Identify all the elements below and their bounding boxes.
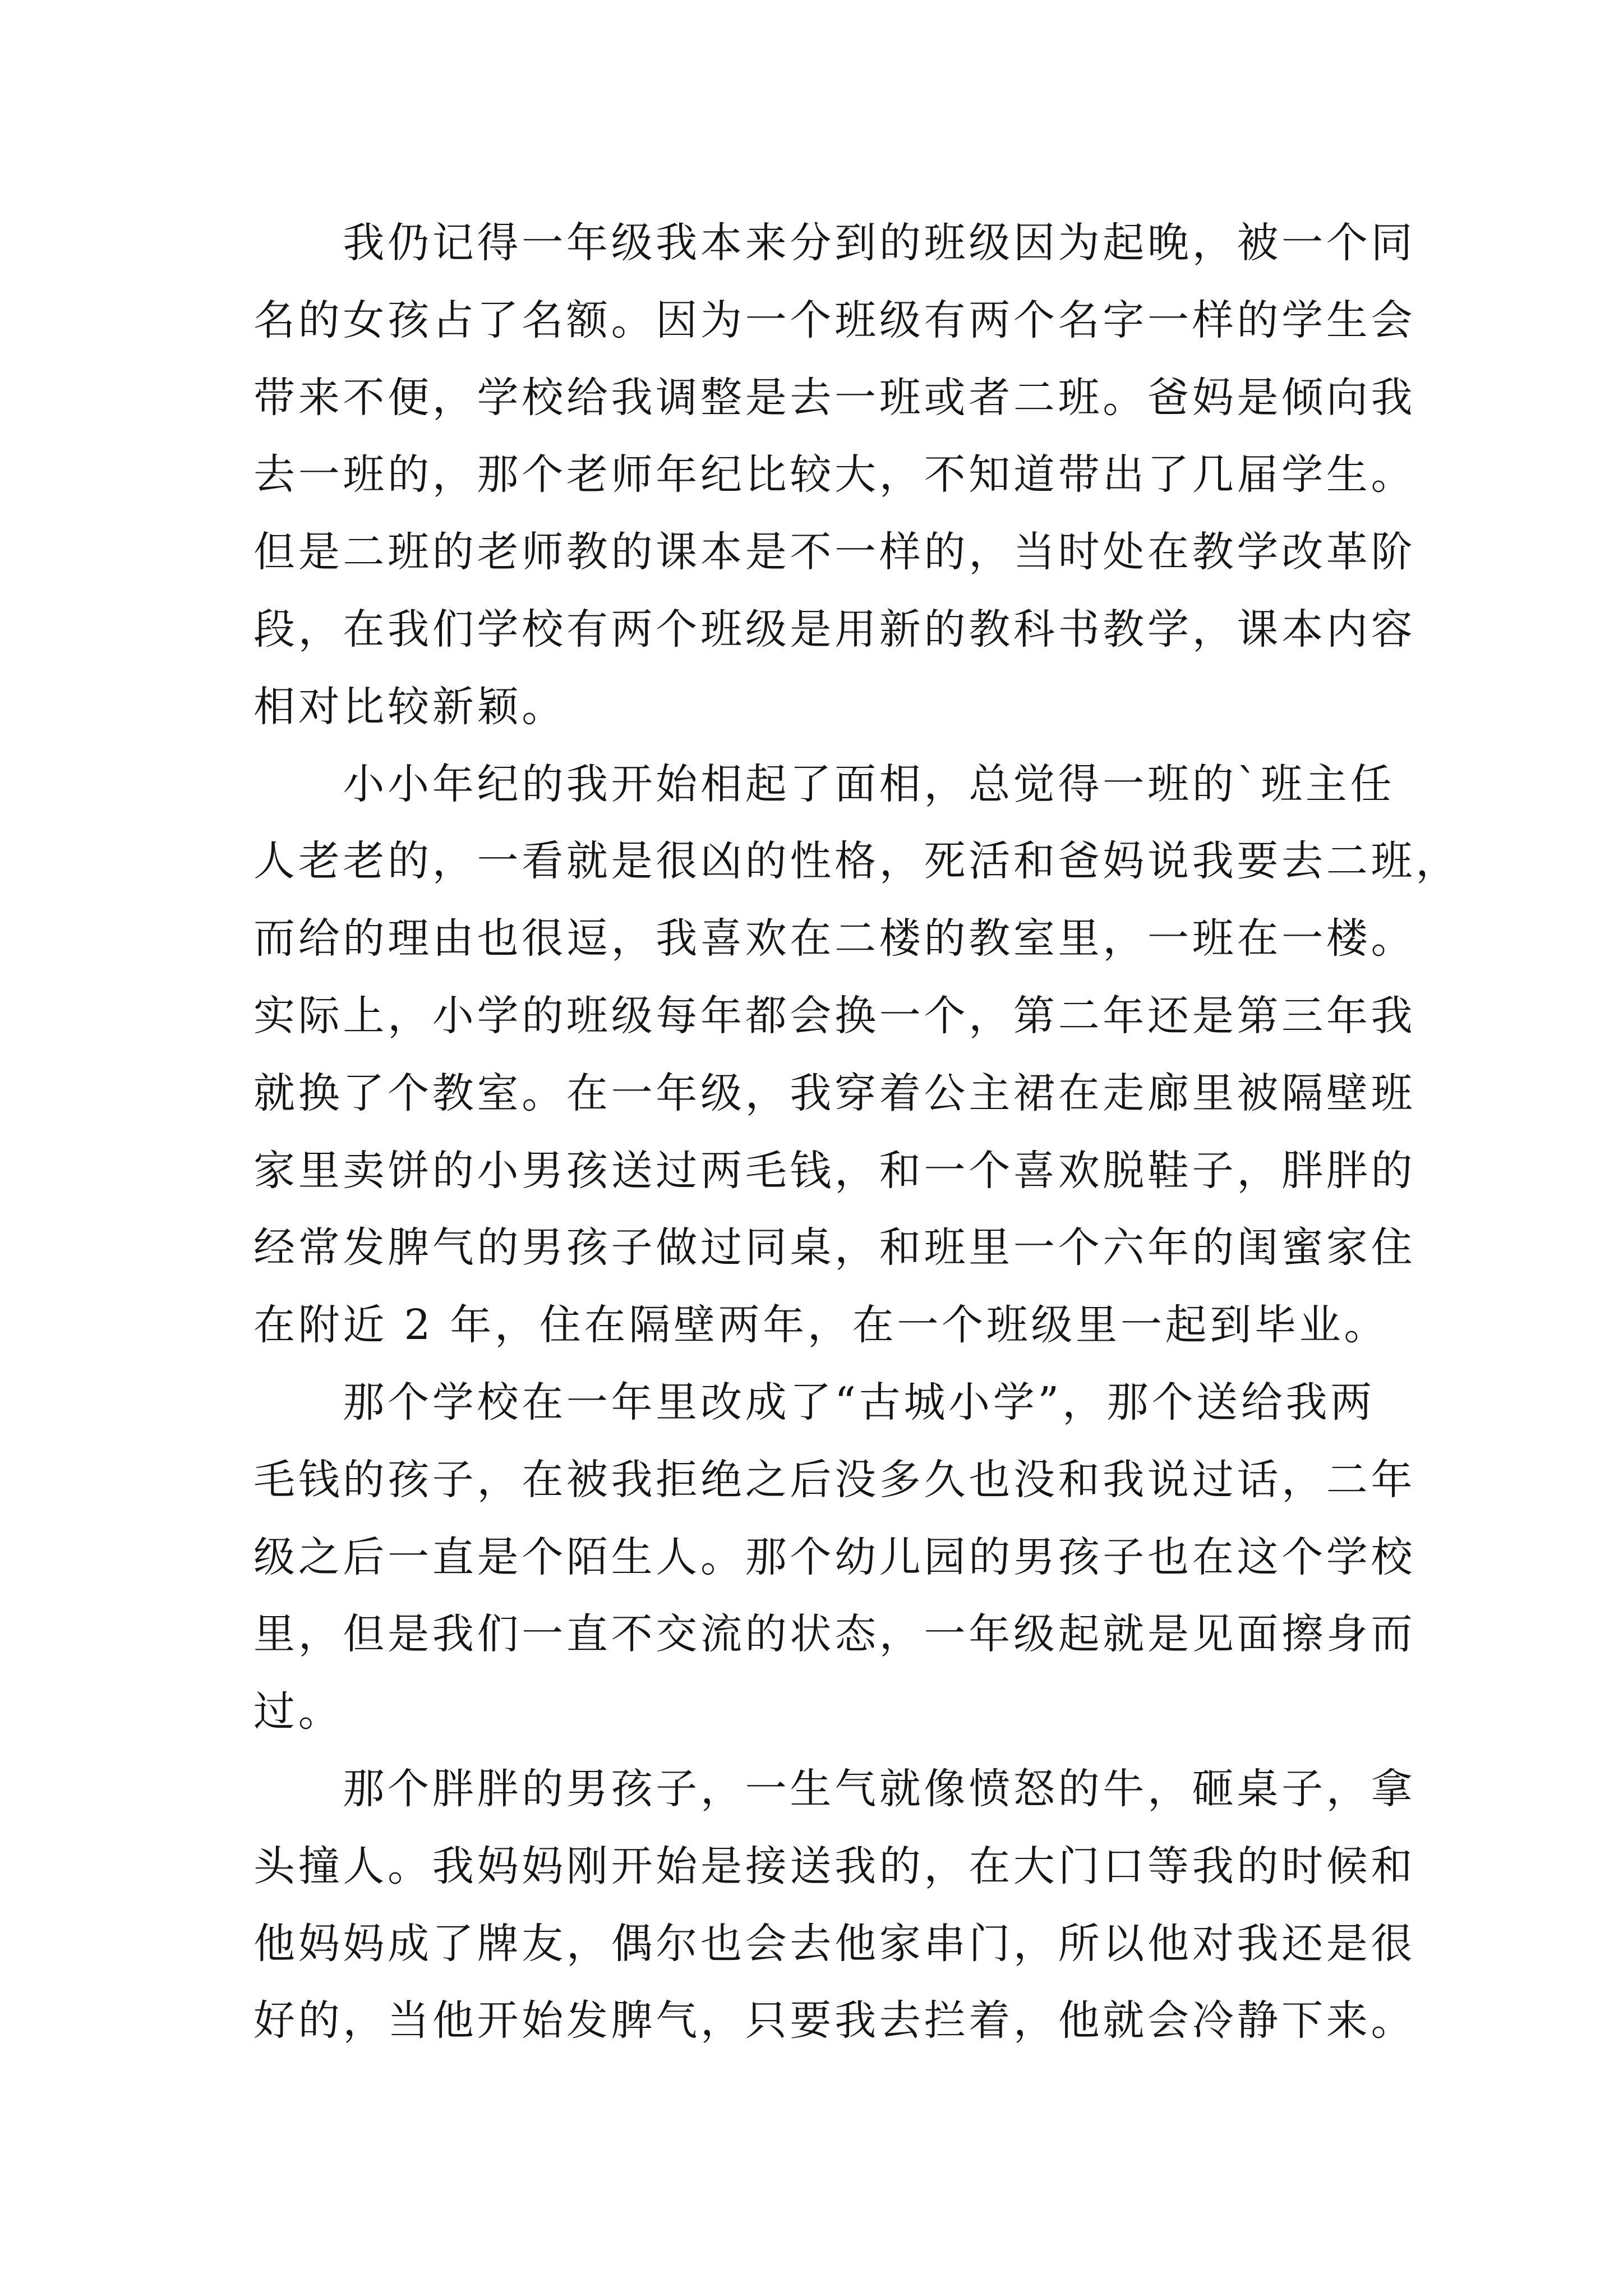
text-line: 那个胖胖的男孩子，一生气就像愤怒的牛，砸桌子，拿: [343, 1764, 1416, 1813]
text-line: 名的女孩占了名额。因为一个班级有两个名字一样的学生会: [253, 296, 1416, 344]
text-line: 在附近 2 年，住在隔壁两年，在一个班级里一起到毕业。: [253, 1301, 1389, 1350]
text-line: 实际上，小学的班级每年都会换一个，第二年还是第三年我: [253, 991, 1416, 1040]
text-line: 里，但是我们一直不交流的状态，一年级起就是见面擦身而: [253, 1610, 1416, 1659]
text-line: 人老老的，一看就是很凶的性格，死活和爸妈说我要去二班，: [253, 837, 1460, 886]
text-line: 而给的理由也很逗，我喜欢在二楼的教室里，一班在一楼。: [253, 914, 1416, 963]
text-line: 经常发脾气的男孩子做过同桌，和班里一个六年的闺蜜家住: [253, 1223, 1416, 1272]
document-body: [253, 205, 1487, 2060]
text-line: 他妈妈成了牌友，偶尔也会去他家串门，所以他对我还是很: [253, 1919, 1416, 1968]
text-line: 小小年纪的我开始相起了面相，总觉得一班的`班主任: [343, 760, 1395, 808]
text-line: 相对比较新颖。: [253, 682, 566, 731]
paragraph: [253, 1364, 1487, 1751]
text-line: 段，在我们学校有两个班级是用新的教科书教学，课本内容: [253, 605, 1416, 654]
paragraph: [253, 746, 1487, 1364]
text-line: 头撞人。我妈妈刚开始是接送我的，在大门口等我的时候和: [253, 1842, 1416, 1890]
text-line: 级之后一直是个陌生人。那个幼儿园的男孩子也在这个学校: [253, 1533, 1416, 1581]
text-line: 家里卖饼的小男孩送过两毛钱，和一个喜欢脱鞋子，胖胖的: [253, 1146, 1416, 1195]
paragraph: [253, 205, 1487, 746]
text-line: 毛钱的孩子，在被我拒绝之后没多久也没和我说过话，二年: [253, 1455, 1416, 1504]
text-line: 我仍记得一年级我本来分到的班级因为起晚，被一个同: [343, 219, 1416, 267]
text-line: 带来不便，学校给我调整是去一班或者二班。爸妈是倾向我: [253, 373, 1416, 422]
text-line: 那个学校在一年里改成了“古城小学”，那个送给我两: [343, 1378, 1375, 1427]
text-line: 但是二班的老师教的课本是不一样的，当时处在教学改革阶: [253, 528, 1416, 577]
paragraph: [253, 1751, 1487, 2060]
text-line: 就换了个教室。在一年级，我穿着公主裙在走廊里被隔壁班: [253, 1069, 1416, 1117]
text-line: 好的，当他开始发脾气，只要我去拦着，他就会冷静下来。: [253, 1996, 1416, 2045]
text-line: 过。: [253, 1687, 343, 1736]
text-line: 去一班的，那个老师年纪比较大，不知道带出了几届学生。: [253, 450, 1416, 499]
